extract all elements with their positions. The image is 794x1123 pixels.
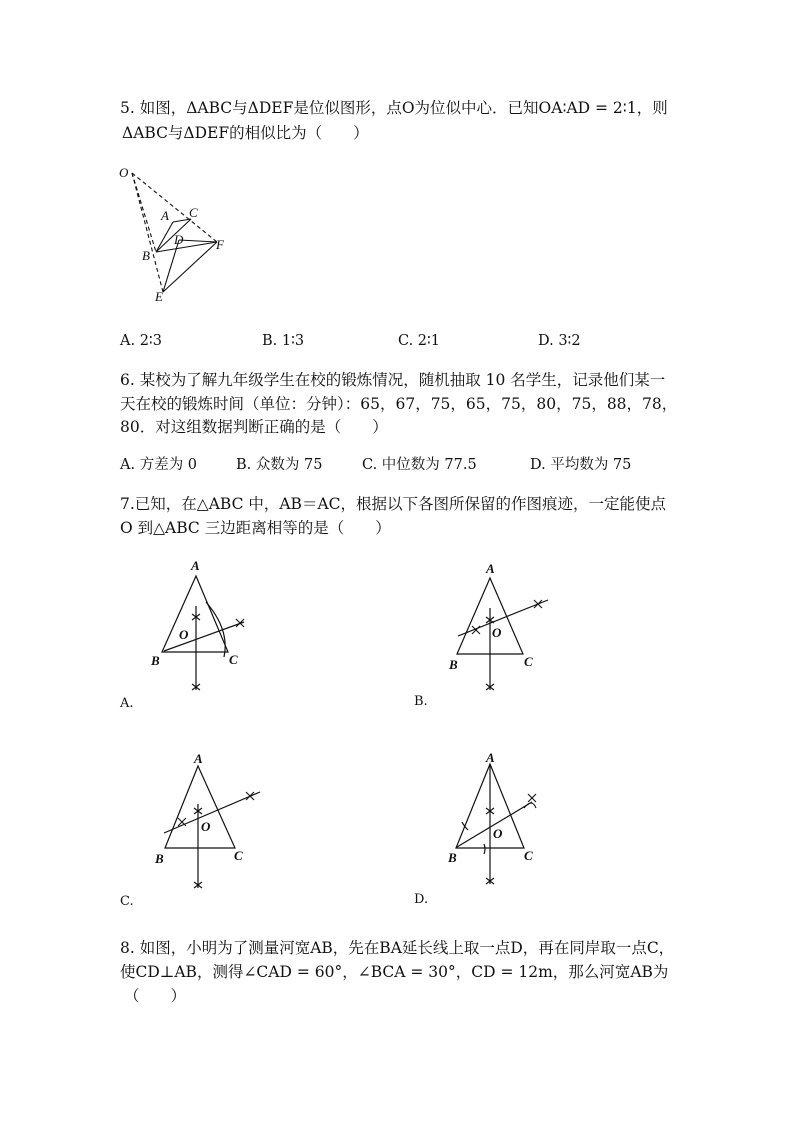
q6-option-b: B. 众数为 75 [236, 457, 323, 473]
q7-option-d-label: D. [414, 892, 429, 907]
q5-text-line-2: ΔABC与ΔDEF的相似比为（ ） [122, 124, 369, 142]
q7d-label-C: C [524, 848, 533, 863]
q6-option-d: D. 平均数为 75 [530, 457, 632, 473]
q5-text-line-1: 5. 如图，ΔABC与ΔDEF是位似图形，点O为位似中心．已知OA∶AD = 2∶1，则 [120, 99, 668, 117]
q7-figure-a [140, 556, 300, 696]
q7c-label-O: O [201, 819, 211, 834]
q5-label-C: C [189, 205, 198, 220]
q7a-label-A: A [191, 558, 200, 573]
q7d-label-O: O [493, 826, 503, 841]
q6-option-a: A. 方差为 0 [120, 457, 198, 473]
q7c-label-B: B [155, 851, 164, 866]
q8-text-line-1: 8. 如图，小明为了测量河宽AB，先在BA延长线上取一点D，再在同岸取一点C， [120, 939, 675, 957]
q7d-label-A: A [486, 750, 495, 765]
q5-figure [115, 162, 255, 302]
q7-figure-b [440, 556, 600, 696]
q5-label-B: B [142, 248, 150, 263]
q8-text-line-2: 使CD⊥AB，测得∠CAD = 60°，∠BCA = 30°，CD = 12m，那么河宽AB为 [120, 963, 669, 981]
q6-text-line-1: 6. 某校为了解九年级学生在校的锻炼情况，随机抽取 10 名学生，记录他们某一 [120, 371, 666, 389]
q5-label-D: D [174, 232, 184, 247]
q5-option-c: C. 2∶1 [398, 333, 441, 349]
q7a-label-O: O [179, 627, 189, 642]
q7a-label-C: C [229, 652, 238, 667]
q5-label-F: F [216, 237, 224, 252]
q5-option-a: A. 2∶3 [120, 333, 162, 349]
q7d-label-B: B [448, 850, 457, 865]
q5-label-A: A [161, 208, 169, 223]
q7b-label-O: O [492, 625, 502, 640]
q5-option-d: D. 3∶2 [538, 333, 581, 349]
q7-option-c-label: C. [120, 894, 134, 909]
q6-text-line-2: 天在校的锻炼时间（单位：分钟）：65，67，75，65，75，80，75，88，78， [120, 395, 678, 413]
q7b-label-A: A [486, 561, 495, 576]
q7-text-line-2: O 到△ABC 三边距离相等的是（ ） [120, 519, 391, 537]
q7-figure-d [440, 750, 600, 890]
q7-figure-c [150, 750, 310, 890]
q7b-label-B: B [449, 657, 458, 672]
q7c-label-A: A [194, 751, 203, 766]
q5-label-E: E [155, 289, 163, 304]
q6-text-line-3: 80．对这组数据判断正确的是（ ） [120, 418, 388, 436]
q7b-label-C: C [524, 654, 533, 669]
q7c-label-C: C [234, 848, 243, 863]
q6-option-c: C. 中位数为 77.5 [362, 457, 477, 473]
q7a-label-B: B [151, 653, 160, 668]
q7-option-a-label: A. [120, 696, 134, 711]
q8-text-line-3: （ ） [124, 987, 187, 1005]
q7-text-line-1: 7.已知，在△ABC 中，AB＝AC，根据以下各图所保留的作图痕迹，一定能使点 [120, 495, 667, 513]
q5-label-O: O [119, 165, 129, 180]
q7-option-b-label: B. [414, 694, 428, 709]
q5-option-b: B. 1∶3 [262, 333, 305, 349]
